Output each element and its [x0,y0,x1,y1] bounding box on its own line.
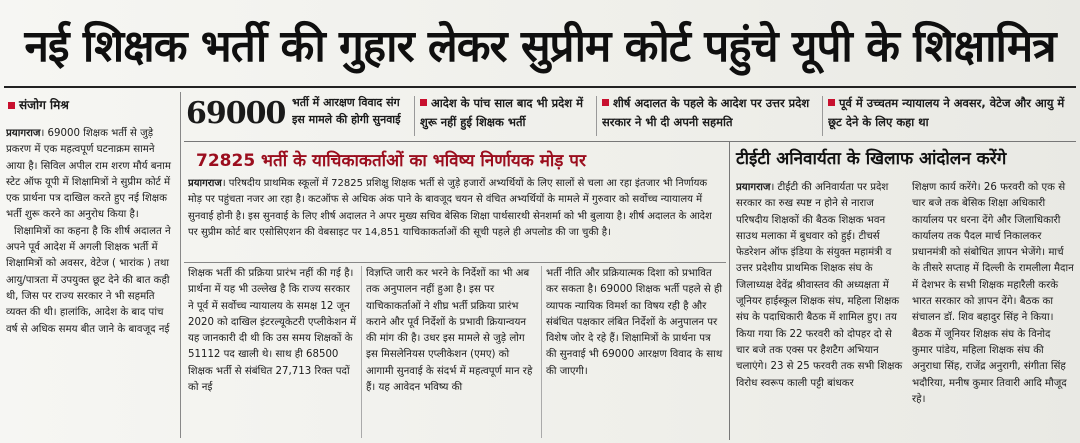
keypoint-3 [602,94,818,138]
column-divider [541,266,542,438]
keypoint-divider [414,96,415,136]
lead-72825-text: । परिषदीय प्राथमिक स्कूलों में 72825 प्रशिक्षु शिक्षक भर्ती से जुड़े हजारों अभ्यर्थियों के लिए सालों से चला आ रहा इंतजार भी निर्णायक मोड़ पर पहुंचता नजर आ रहा है। कटऑफ से अधिक अंक पाने के बावजूद चयन से वंचित अभ्यर्थियों के मामले में गुरुवार को सर्वोच्च न्यायालय में सुनवाई होनी है। इस सुनवाई के लिए शीर्ष अदालत ने अपर मुख्य सचिव बेसिक शिक्षा पार्थसारथी सेनशर्मा को भी बुलाया है। शीर्ष अदालत के आदेश पर सुप्रीम कोर्ट बार एसोसिएशन की वेबसाइट पर 14,851 याचिकाकर्ताओं की सूची पहले ही अपलोड की जा चुकी है। [188,178,712,239]
byline [8,96,69,113]
headline: नई शिक्षक भर्ती की गुहार लेकर सुप्रीम कोर्ट पहुंचे यूपी के शिक्षामित्र [24,21,1056,72]
dateline-city: प्रयागराज [6,128,41,139]
lead-72825 [188,176,724,258]
keypoint-divider [596,96,597,136]
dateline-city: प्रयागराज [736,182,771,193]
headline-rule [4,86,1076,88]
mid-column-1: शिक्षक भर्ती की प्रक्रिया प्रारंभ नहीं की गई है। प्रार्थना में यह भी उल्लेख है कि राज्य सरकार ने पूर्व में सर्वोच्च न्यायालय के समक्ष 12 जून 2020 को दाखिल इंटरल्यूकेटरी एप्लीकेशन में यह जानकारी दी थी कि उस समय शिक्षकों के 51112 पद खाली थे। साथ ही 68500 शिक्षक भर्ती से संबंधित 27,713 रिक्त पदों को नई [188,268,357,394]
left-para-2: शिक्षामित्रों का कहना है कि शीर्ष अदालत ने अपने पूर्व आदेश में अगली शिक्षक भर्ती में शिक्षामित्रों को अवसर, वेटेज ( भारांक ) तथा आयु/पात्रता में उपयुक्त छूट देने की बात कही थी, जिस पर राज्य सरकार ने भी सहमति व्यक्त की थी। हालांकि, आदेश के बाद पांच वर्ष से अधिक समय बीत जाने के बावजूद नई [6,225,171,335]
left-para-1-text: । 69000 शिक्षक भर्ती से जुड़े प्रकरण में एक महत्वपूर्ण घटनाक्रम सामने आया है। सिविल अपील राम शरण मौर्य बनाम स्टेट ऑफ यूपी में शिक्षामित्रों ने सुप्रीम कोर्ट में एक प्रार्थना पत्र दाखिल करते हुए नई शिक्षक भर्ती शुरू करने का अनुरोध किया है। [6,128,171,221]
column-divider [361,266,362,438]
bullet-square-icon [8,102,15,109]
keypoint-divider [822,96,823,136]
bullet-square-icon [420,99,427,106]
keypoint-3-text: शीर्ष अदालत के पहले के आदेश पर उत्तर प्रदेश सरकार ने भी दी अपनी सहमति [602,96,810,129]
mid-column-2: विज्ञप्ति जारी कर भरने के निर्देशों का भी अब तक अनुपालन नहीं हुआ है। इस पर याचिकाकर्ताओं ने शीघ्र भर्ती प्रक्रिया प्रारंभ कराने और पूर्व निर्देशों के प्रभावी क्रियान्वयन की मांग की है। उधर इस मामले से जुड़े लोग इस मिसलेनियस एप्लीकेशन (एमए) को आगामी सुनवाई के संदर्भ में महत्वपूर्ण मान रहे हैं। यह आवेदन भविष्य की [366,268,533,394]
bullet-square-icon [602,99,609,106]
tet-section-divider [729,142,730,440]
bullet-square-icon [828,99,835,106]
tet-column-1 [736,180,906,442]
tet-column-2: शिक्षण कार्य करेंगे। 26 फरवरी को एक से चार बजे तक बेसिक शिक्षा अधिकारी कार्यालय पर धरना देंगे और जिलाधिकारी कार्यालय तक पैदल मार्च निकालकर प्रधानमंत्री को संबोधित ज्ञापन भेजेंगे। मार्च के तीसरे सप्ताह में दिल्ली के रामलीला मैदान में देशभर के सभी शिक्षक महारैली करके भारत सरकार को ज्ञापन देंगे। बैठक का संचालन डॉ. शिव बहादुर सिंह ने किया। बैठक में जूनियर शिक्षक संघ के विनोद कुमार पांडेय, महिला शिक्षक संघ की अनुराधा सिंह, राजेंद्र अनुरागी, संगीता सिंह भदौरिया, मनीष कुमार तिवारी आदि मौजूद रहे। [912,182,1074,405]
lead-bottom-rule [184,262,726,263]
left-para-1 [6,126,176,224]
subhead-tet: टीईटी अनिवार्यता के खिलाफ आंदोलन करेंगे [736,149,1007,169]
keypoint-4 [828,94,1066,138]
dateline-city: प्रयागराज [188,178,222,189]
keypoint-4-text: पूर्व में उच्चतम न्यायालय ने अवसर, वेटेज और आयु में छूट देने के लिए कहा था [828,96,1065,129]
left-column-divider [180,92,181,438]
subhead-72825: 72825 भर्ती के याचिकाकर्ताओं का भविष्य निर्णायक मोड़ पर [196,151,586,171]
left-column-text [6,126,176,442]
mid-column-3: भर्ती नीति और प्रक्रियात्मक दिशा को प्रभावित कर सकता है। 69000 शिक्षक भर्ती पहले से ही व्यापक न्यायिक विमर्श का विषय रही है और संबंधित पक्षकार लंबित निर्देशों के अनुपालन पर विशेष जोर दे रहे हैं। शिक्षामित्रों के प्रार्थना पत्र की सुनवाई भी 69000 आरक्षण विवाद के साथ की जाएगी। [546,268,723,377]
keypoint-2 [420,94,592,138]
keypoint-2-text: आदेश के पांच साल बाद भी प्रदेश में शुरू नहीं हुई शिक्षक भर्ती [420,96,583,129]
keypoint-1: भर्ती में आरक्षण विवाद संग इस मामले की होगी सुनवाई [292,96,401,126]
keypoint-number: 69000 [186,96,286,131]
tet-column-1-text: । टीईटी की अनिवार्यता पर प्रदेश सरकार का रुख स्पष्ट न होने से नाराज परिषदीय शिक्षकों की बैठक शिक्षक भवन साउथ मलाका में बुधवार को हुई। टीचर्स फेडरेशन ऑफ इंडिया के संयुक्त महामंत्री व उत्तर प्रदेशीय प्राथमिक शिक्षक संघ के जिलाध्यक्ष देवेंद्र श्रीवास्तव की अध्यक्षता में जूनियर हाईस्कूल शिक्षक संघ, महिला शिक्षक संघ के पदाधिकारी बैठक में शामिल हुए। तय किया गया कि 22 फरवरी को दोपहर दो से चार बजे तक एक्स पर हैशटैग अभियान चलाएंगे। 23 से 25 फरवरी तक सभी शिक्षक विरोध स्वरूप काली पट्टी बांधकर [736,182,903,389]
keypoint-bottom-rule [184,141,1076,142]
byline-author: संजोग मिश्र [19,98,69,112]
